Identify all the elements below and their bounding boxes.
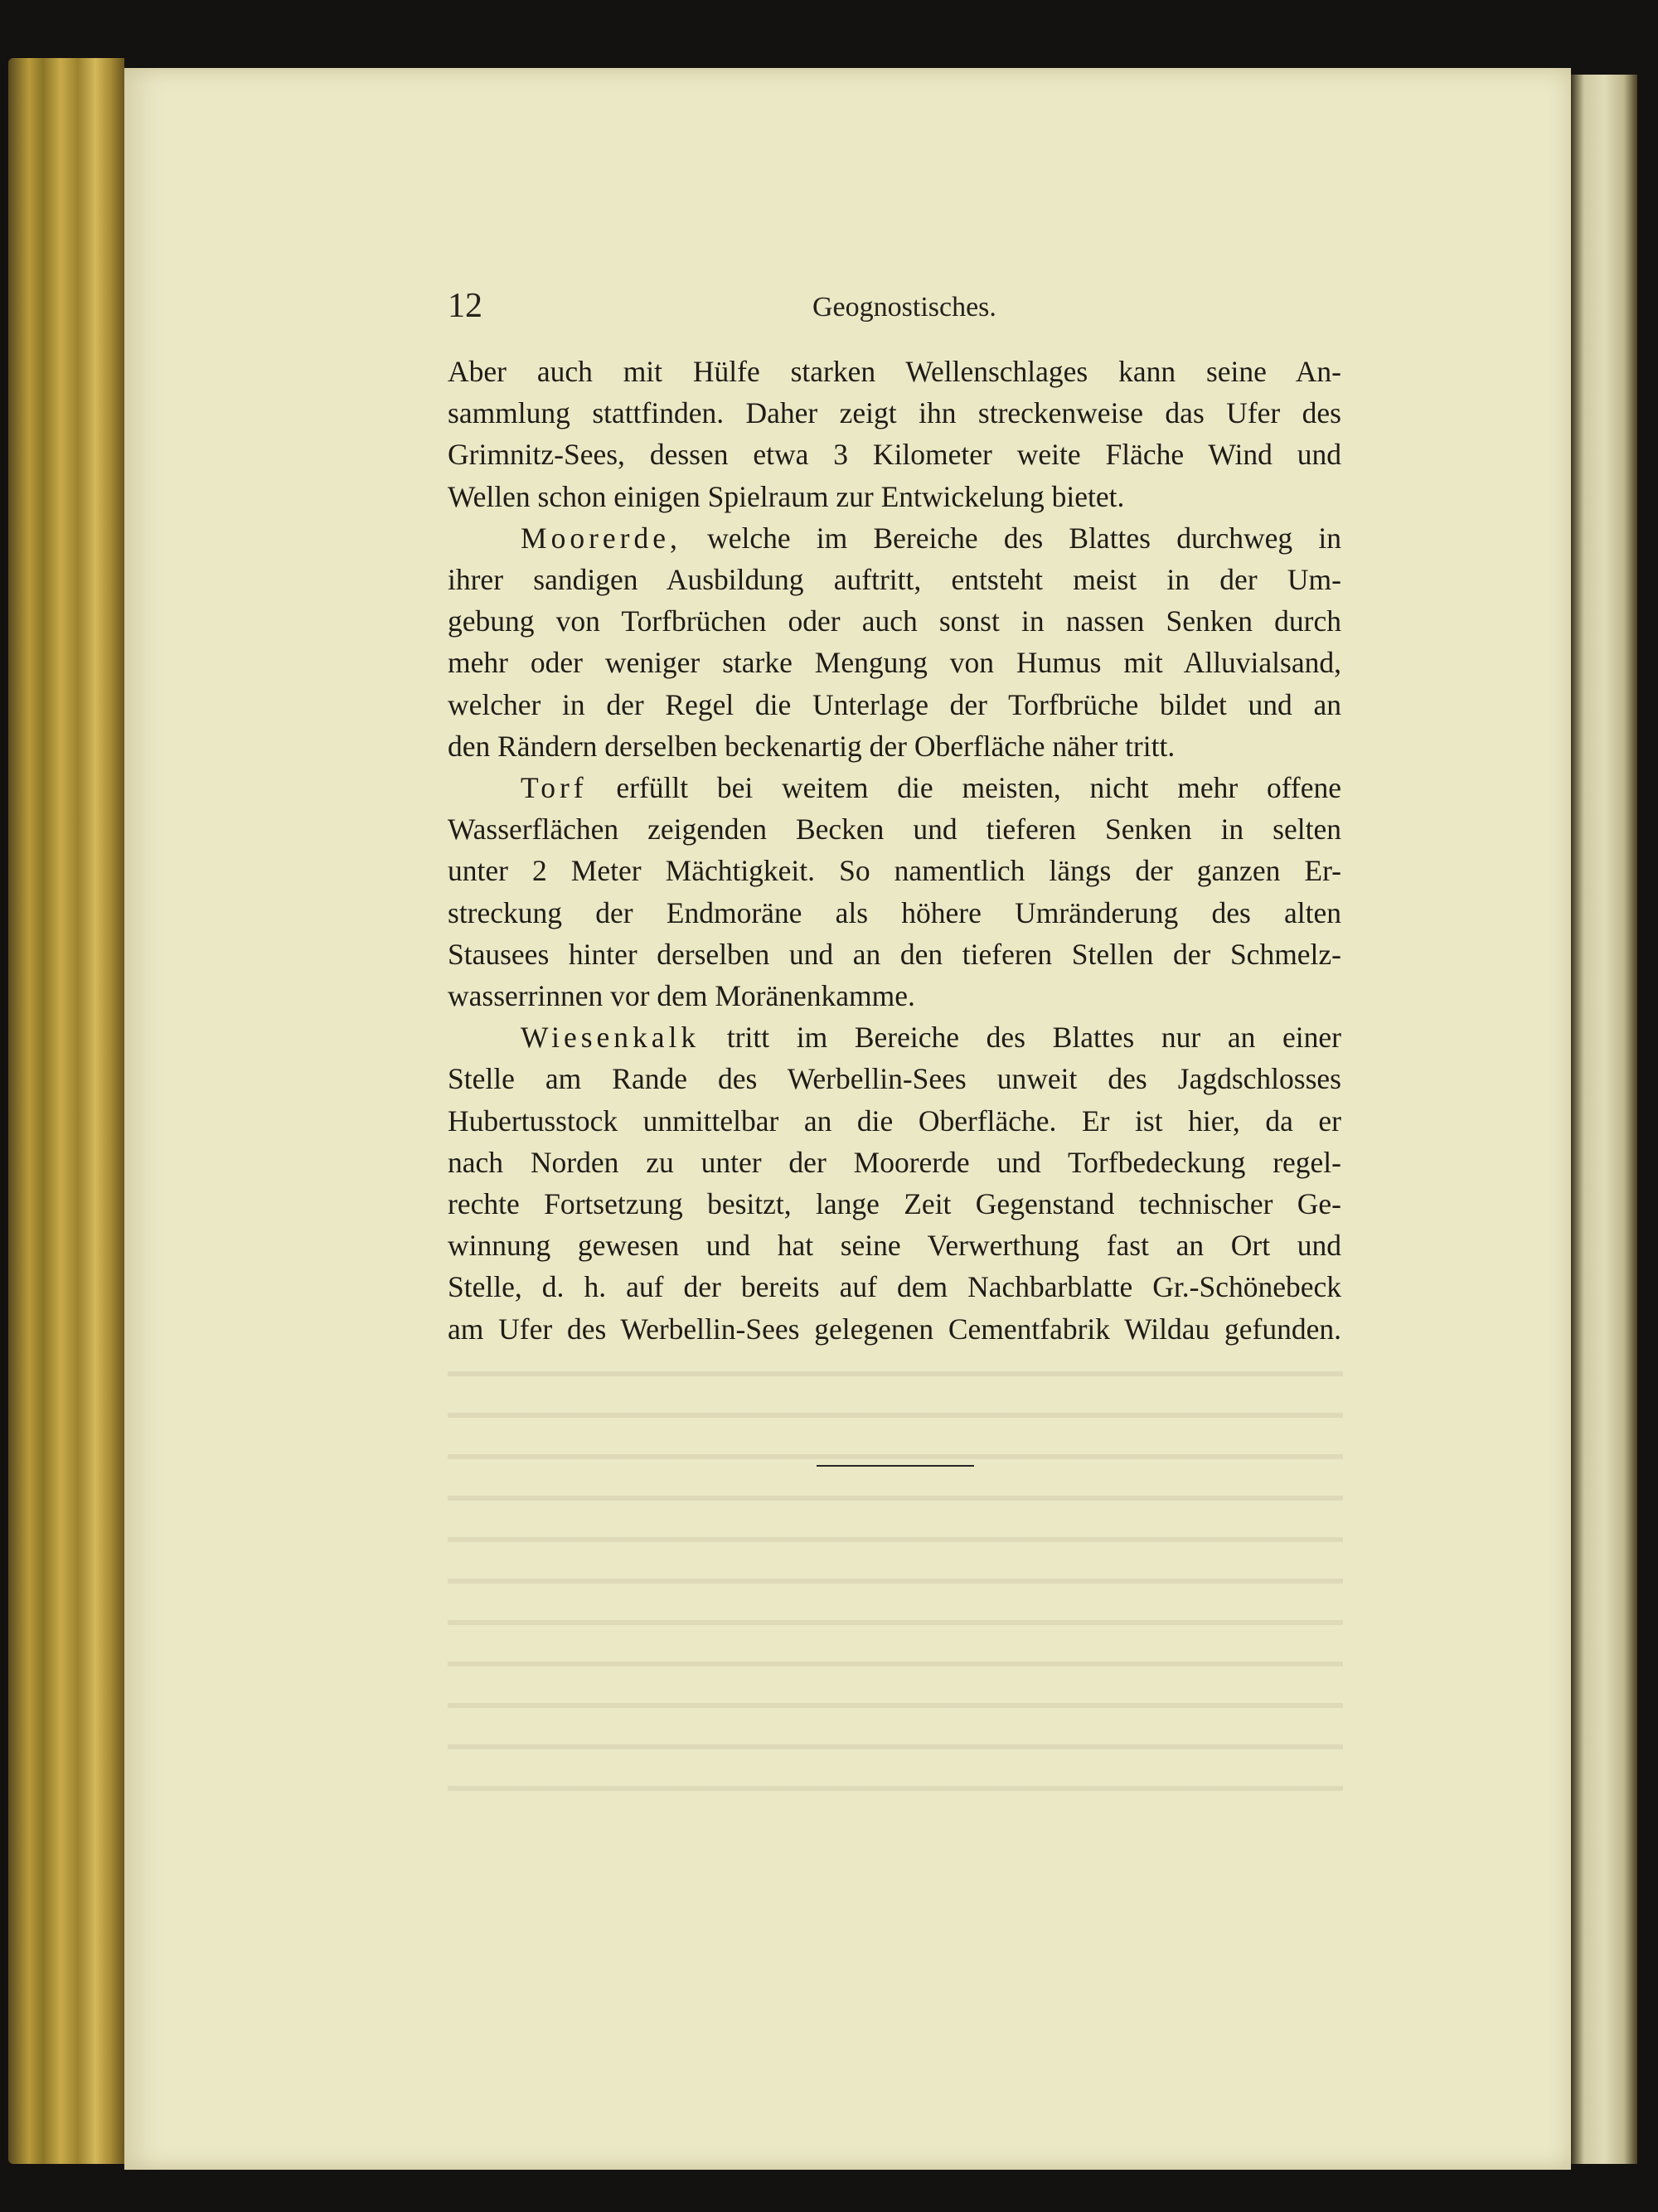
- page-number: 12: [448, 287, 482, 325]
- paragraph-moorerde: [448, 517, 1341, 767]
- text-line: ihrer sandigen Ausbildung auftritt, entsteht meist in der Um-: [448, 563, 1341, 597]
- text-line: winnung gewesen und hat seine Verwerthung fast an Ort und: [448, 1229, 1341, 1263]
- term-torf: Torf: [521, 771, 588, 805]
- show-through-text: [448, 1343, 1343, 1807]
- paragraph-wiesenkalk: [448, 1016, 1341, 1350]
- text-line: Stelle, d. h. auf der bereits auf dem Nachbarblatte Gr.-Schönebeck: [448, 1270, 1341, 1304]
- text-line: Hubertusstock unmittelbar an die Oberfläche. Er ist hier, da er: [448, 1104, 1341, 1138]
- term-moorerde: Moorerde,: [521, 521, 681, 555]
- text-line: sammlung stattfinden. Daher zeigt ihn streckenweise das Ufer des: [448, 396, 1341, 430]
- text-line: Stausees hinter derselben und an den tieferen Stellen der Schmelz-: [448, 937, 1341, 971]
- text-line: rechte Fortsetzung besitzt, lange Zeit Gegenstand technischer Ge-: [448, 1187, 1341, 1221]
- text-line-rest: erfüllt bei weitem die meisten, nicht mehr offene: [616, 771, 1342, 805]
- paragraph-torf: [448, 767, 1341, 1016]
- book-page-edges: [8, 58, 124, 2164]
- text-line: Wasserflächen zeigenden Becken und tieferen Senken in selten: [448, 813, 1341, 846]
- text-line: am Ufer des Werbellin-Sees gelegenen Cementfabrik Wildau gefunden.: [448, 1312, 1341, 1346]
- text-line: mehr oder weniger starke Mengung von Humus mit Alluvialsand,: [448, 646, 1341, 680]
- section-end-rule: [817, 1465, 974, 1467]
- text-line: den Rändern derselben beckenartig der Oberfläche näher tritt.: [448, 729, 1176, 763]
- text-line-rest: welche im Bereiche des Blattes durchweg in: [707, 521, 1342, 555]
- text-line: Grimnitz-Sees, dessen etwa 3 Kilometer weite Fläche Wind und: [448, 438, 1341, 472]
- text-line: [448, 767, 1341, 808]
- term-wiesenkalk: Wiesenkalk: [521, 1021, 701, 1055]
- text-line: streckung der Endmoräne als höhere Umränderung des alten: [448, 895, 1341, 929]
- text-line-rest: tritt im Bereiche des Blattes nur an einer: [726, 1021, 1341, 1055]
- text-line: unter 2 Meter Mächtigkeit. So namentlich längs der ganzen Er-: [448, 854, 1341, 888]
- text-line: Wellen schon einigen Spielraum zur Entwickelung bietet.: [448, 479, 1125, 513]
- text-line: wasserrinnen vor dem Moränenkamme.: [448, 979, 915, 1013]
- text-line: [448, 517, 1341, 559]
- text-line: Stelle am Rande des Werbellin-Sees unweit des Jagdschlosses: [448, 1062, 1341, 1096]
- text-line: [448, 1016, 1341, 1058]
- paragraph-1: [448, 351, 1341, 517]
- facing-page-edge: [1571, 75, 1637, 2164]
- text-line: gebung von Torfbrüchen oder auch sonst in nassen Senken durch: [448, 604, 1341, 638]
- body-text: [448, 351, 1341, 1350]
- text-line: welcher in der Regel die Unterlage der Torfbrüche bildet und an: [448, 687, 1341, 721]
- running-title: Geognostisches.: [812, 292, 996, 323]
- text-line: nach Norden zu unter der Moorerde und Torfbedeckung regel-: [448, 1145, 1341, 1179]
- text-line: Aber auch mit Hülfe starken Wellenschlages kann seine An-: [448, 355, 1341, 388]
